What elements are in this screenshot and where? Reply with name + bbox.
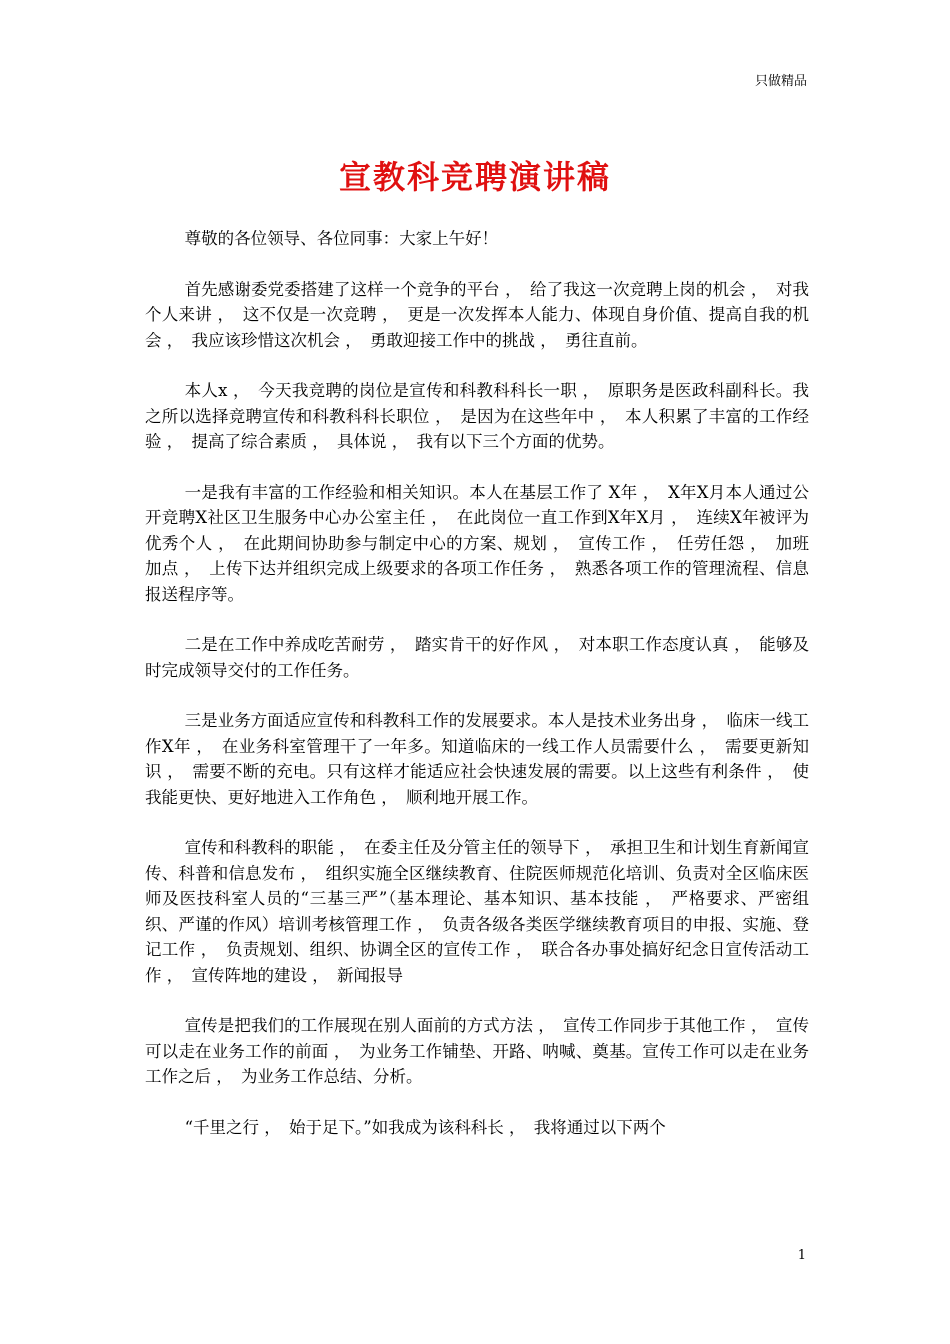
body-paragraph: 宣传和科教科的职能 ， 在委主任及分管主任的领导下 ， 承担卫生和计划生育新闻宣传、科普和信息发布 ， 组织实施全区继续教育、住院医师规范化培训、负责对全区临床医师及医技科室人员的“三基三严”（基本理论、基本知识、基本技能 ， 严格要求、严密组织、严谨的作风）培训考核管理工作 ， 负责各级各类医学继续教育项目的申报、实施、登记工作 ， 负责规划、组织、协调全区的宣传工作 ， 联合各办事处搞好纪念日宣传活动工作 ， 宣传阵地的建设 ， 新闻报导: [145, 838, 809, 985]
body-paragraph: “千里之行 ， 始于足下。”如我成为该科科长 ， 我将通过以下两个: [184, 1117, 666, 1137]
document-body: [145, 226, 809, 1165]
body-paragraph: 三是业务方面适应宣传和科教科工作的发展要求。本人是技术业务出身 ， 临床一线工作X年 ， 在业务科室管理干了一年多。知道临床的一线工作人员需要什么 ， 需要更新知识 ， 需要不断的充电。只有这样才能适应社会快速发展的需要。以上这些有利条件 ， 使我能更快、更好地进入工作角色 ， 顺利地开展工作。: [145, 711, 809, 807]
page-number: 1: [797, 1248, 806, 1263]
body-paragraph: 本人x ， 今天我竞聘的岗位是宣传和科教科科长一职 ， 原职务是医政科副科长。我之所以选择竞聘宣传和科教科科长职位 ， 是因为在这些年中 ， 本人积累了丰富的工作经验 ， 提高了综合素质 ， 具体说 ， 我有以下三个方面的优势。: [145, 381, 809, 451]
header-note: 只做精品: [754, 74, 807, 89]
body-paragraph: 一是我有丰富的工作经验和相关知识。本人在基层工作了 X年 ， X年X月本人通过公开竞聘X社区卫生服务中心办公室主任 ， 在此岗位一直工作到X年X月 ， 连续X年被评为优秀个人 ， 在此期间协助参与制定中心的方案、规划 ， 宣传工作 ， 任劳任怨 ， 加班加点 ， 上传下达并组织完成上级要求的各项工作任务 ， 熟悉各项工作的管理流程、信息报送程序等。: [145, 482, 809, 604]
document-title: 宣教科竞聘演讲稿: [338, 158, 611, 196]
body-paragraph: 首先感谢委党委搭建了这样一个竞争的平台 ， 给了我这一次竞聘上岗的机会 ， 对我个人来讲 ， 这不仅是一次竞聘 ， 更是一次发挥本人能力、体现自身价值、提高自我的机会 ， 我应该珍惜这次机会 ， 勇敢迎接工作中的挑战 ， 勇往直前。: [145, 279, 809, 350]
greeting-paragraph: 尊敬的各位领导、各位同事：大家上午好！: [184, 229, 499, 248]
body-paragraph: 二是在工作中养成吃苦耐劳 ， 踏实肯干的好作风 ， 对本职工作态度认真 ， 能够及时完成领导交付的工作任务。: [145, 635, 809, 680]
body-paragraph: 宣传是把我们的工作展现在别人面前的方式方法 ， 宣传工作同步于其他工作 ， 宣传可以走在业务工作的前面 ， 为业务工作铺垫、开路、呐喊、奠基。宣传工作可以走在业务工作之后 ， 为业务工作总结、分析。: [145, 1016, 809, 1086]
